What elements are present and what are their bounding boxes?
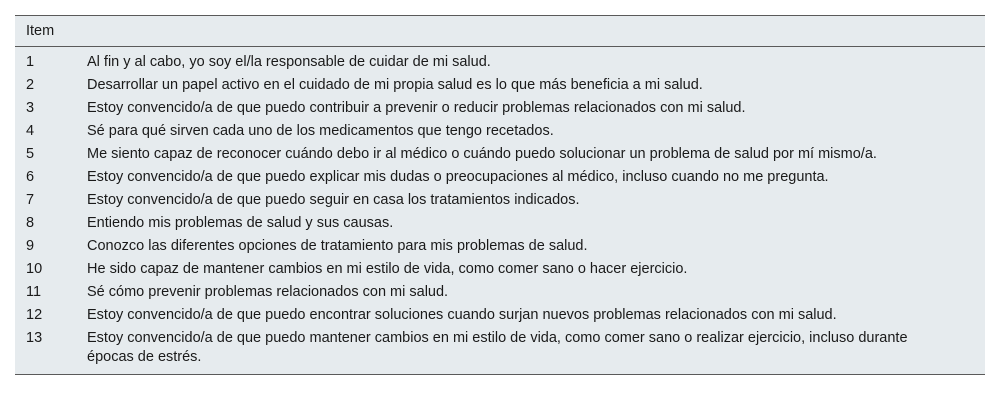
item-number: 3 <box>26 100 35 116</box>
table-header <box>15 16 985 47</box>
item-number: 5 <box>26 146 35 162</box>
item-number: 6 <box>26 169 35 185</box>
item-text: He sido capaz de mantener cambios en mi estilo de vida, como comer sano o hacer ejercicio. <box>87 261 688 277</box>
table-row <box>15 51 985 74</box>
table-row <box>15 327 985 369</box>
item-text: Sé cómo prevenir problemas relacionados con mi salud. <box>87 284 449 300</box>
item-number: 12 <box>26 307 43 323</box>
item-text: Estoy convencido/a de que puedo contribuir a prevenir o reducir problemas relacionados con mi salud. <box>87 100 746 116</box>
item-text: Estoy convencido/a de que puedo seguir en casa los tratamientos indicados. <box>87 192 580 208</box>
item-text: Desarrollar un papel activo en el cuidado de mi propia salud es lo que más beneficia a mi salud. <box>87 77 703 93</box>
item-number: 1 <box>26 54 35 70</box>
table-row <box>15 166 985 189</box>
table-row <box>15 74 985 97</box>
table-row <box>15 189 985 212</box>
table-row <box>15 212 985 235</box>
header-item-label: Item <box>26 23 55 39</box>
table-row <box>15 143 985 166</box>
items-table <box>15 15 985 375</box>
item-number: 8 <box>26 215 35 231</box>
item-text: Estoy convencido/a de que puedo encontrar soluciones cuando surjan nuevos problemas relacionados con mi salud. <box>87 307 837 323</box>
item-text: Entiendo mis problemas de salud y sus causas. <box>87 215 394 231</box>
item-number: 7 <box>26 192 35 208</box>
item-text: Al fin y al cabo, yo soy el/la responsable de cuidar de mi salud. <box>87 54 491 70</box>
table-row <box>15 97 985 120</box>
item-text: Me siento capaz de reconocer cuándo debo ir al médico o cuándo puedo solucionar un problema de salud por mí mismo/a. <box>87 146 877 162</box>
table-row <box>15 304 985 327</box>
item-text: Conozco las diferentes opciones de tratamiento para mis problemas de salud. <box>87 238 588 254</box>
table-row <box>15 258 985 281</box>
table-row <box>15 281 985 304</box>
item-number: 9 <box>26 238 35 254</box>
item-number: 11 <box>26 284 42 300</box>
item-number: 13 <box>26 330 43 346</box>
table-body <box>15 47 985 374</box>
table-row <box>15 235 985 258</box>
item-number: 4 <box>26 123 35 139</box>
item-text: Estoy convencido/a de que puedo mantener cambios en mi estilo de vida, como comer sano o realizar ejercicio, incluso durante épocas de estrés. <box>87 330 908 365</box>
item-number: 2 <box>26 77 35 93</box>
item-number: 10 <box>26 261 43 277</box>
table-row <box>15 120 985 143</box>
item-text: Estoy convencido/a de que puedo explicar mis dudas o preocupaciones al médico, incluso cuando no me pregunta. <box>87 169 829 185</box>
item-text: Sé para qué sirven cada uno de los medicamentos que tengo recetados. <box>87 123 554 139</box>
